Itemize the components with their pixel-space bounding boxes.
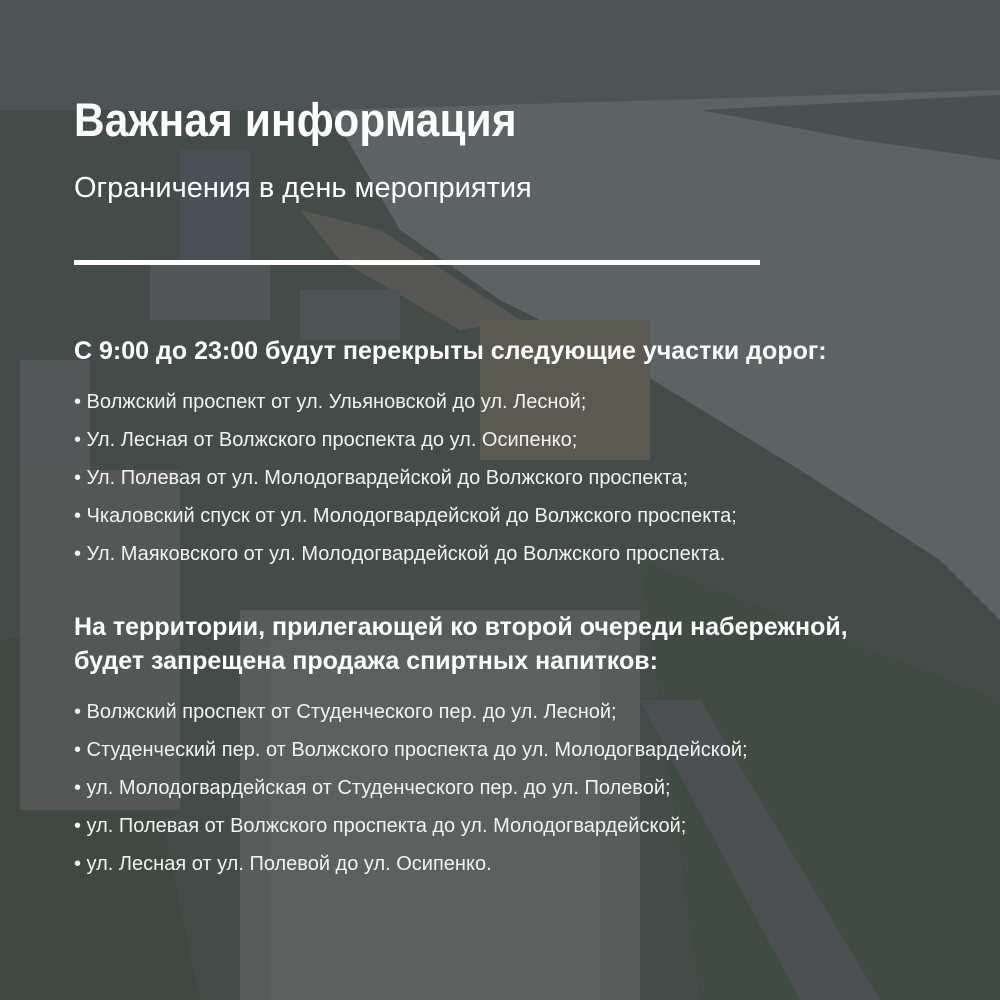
list-item: • Волжский проспект от Студенческого пер. до ул. Лесной;	[74, 701, 617, 723]
road-closures-heading-suffix: будут перекрыты следующие участки дорог:	[258, 337, 827, 365]
road-closures-time-range: 9:00 до 23:00	[99, 337, 259, 365]
alcohol-ban-list	[74, 693, 748, 883]
list-item: • ул. Полевая от Волжского проспекта до ул. Молодогвардейской;	[74, 815, 687, 837]
list-item: • ул. Молодогвардейская от Студенческого пер. до ул. Полевой;	[74, 777, 671, 799]
list-item: • ул. Лесная от ул. Полевой до ул. Осипенко.	[74, 853, 492, 875]
alcohol-ban-heading	[74, 610, 974, 678]
alcohol-ban-heading-line2: будет запрещена продажа спиртных напитков:	[74, 647, 658, 675]
list-item: • Ул. Полевая от ул. Молодогвардейской до Волжского проспекта;	[74, 467, 689, 489]
road-closures-heading-prefix: С	[74, 337, 99, 365]
page-title: Важная информация	[74, 93, 517, 146]
divider-line	[74, 260, 760, 265]
alcohol-ban-heading-line1: На территории, прилегающей ко второй очереди набережной,	[74, 613, 848, 641]
list-item: • Студенческий пер. от Волжского проспекта до ул. Молодогвардейской;	[74, 739, 748, 761]
page-subtitle: Ограничения в день мероприятия	[74, 172, 532, 204]
list-item: • Ул. Маяковского от ул. Молодогвардейской до Волжского проспекта.	[74, 543, 726, 565]
list-item: • Чкаловский спуск от ул. Молодогвардейской до Волжского проспекта;	[74, 505, 737, 527]
road-closures-list	[74, 383, 737, 573]
road-closures-heading	[74, 334, 827, 368]
list-item: • Волжский проспект от ул. Ульяновской до ул. Лесной;	[74, 391, 587, 413]
list-item: • Ул. Лесная от Волжского проспекта до ул. Осипенко;	[74, 429, 578, 451]
